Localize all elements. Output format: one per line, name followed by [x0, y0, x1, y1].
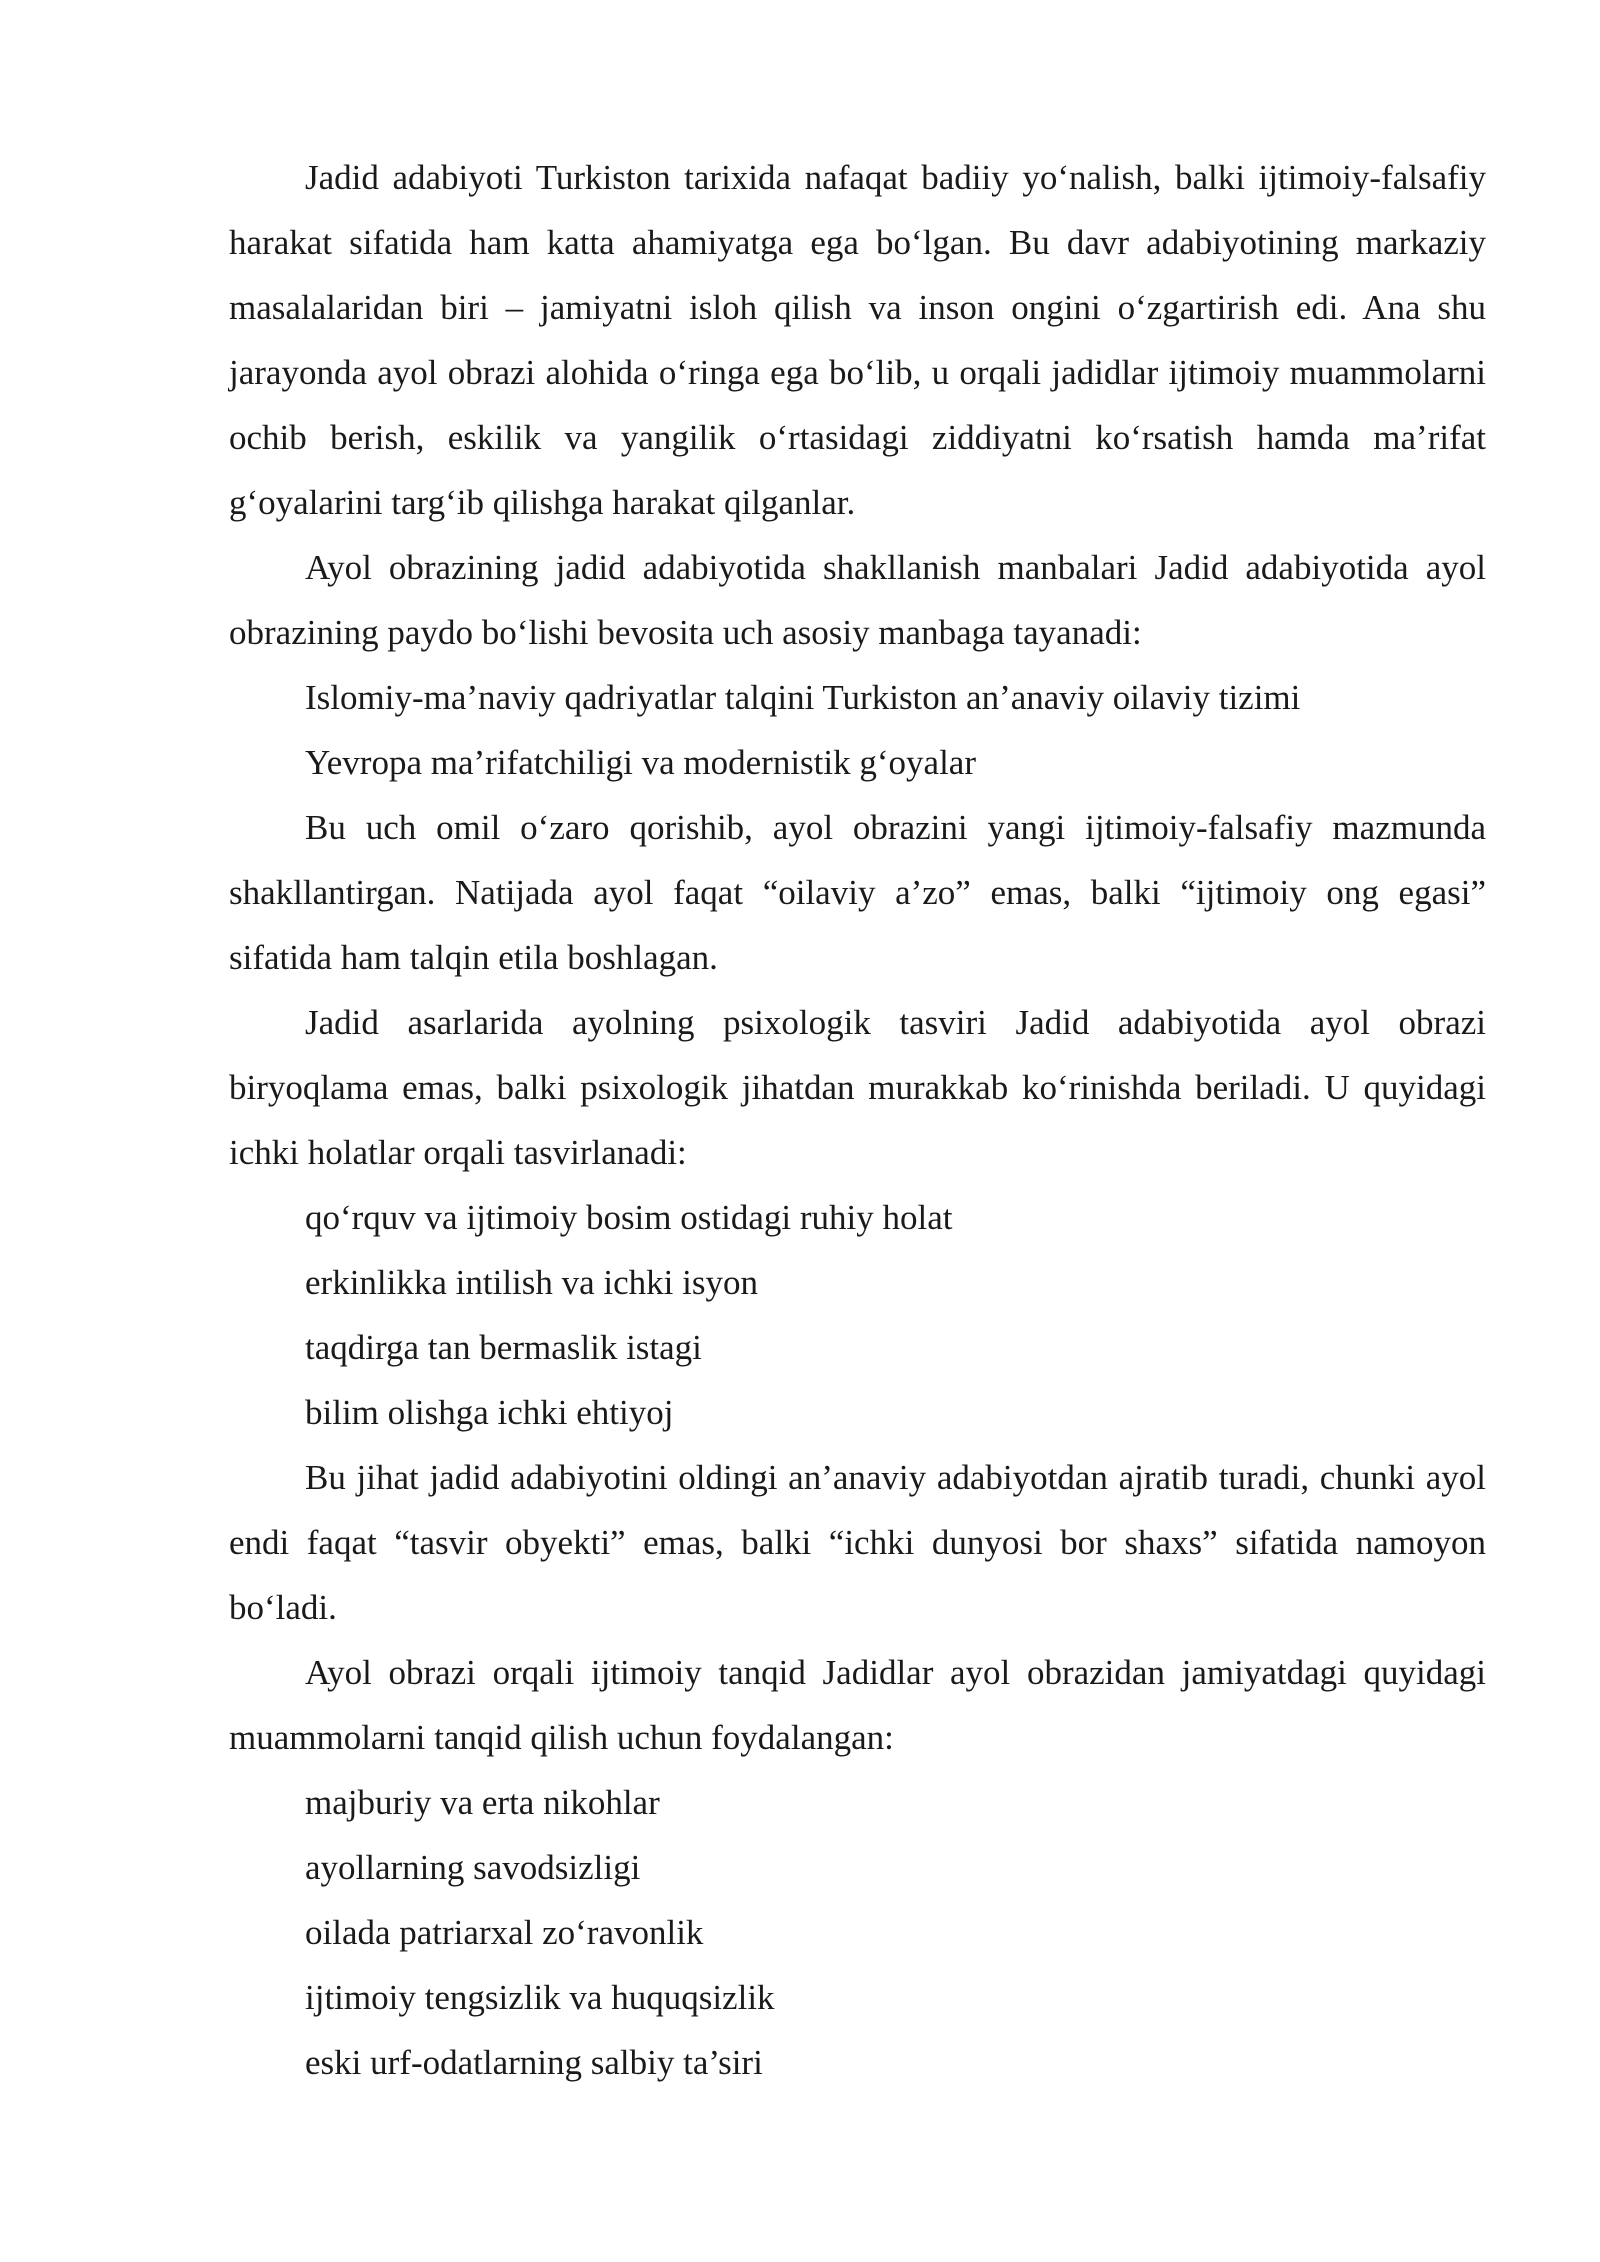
list-item: erkinlikka intilish va ichki isyon	[305, 1263, 759, 1302]
list-item: qo‘rquv va ijtimoiy bosim ostidagi ruhiy holat	[305, 1198, 953, 1237]
list-item: ayollarning savodsizligi	[305, 1848, 641, 1887]
list-item: Islomiy-ma’naviy qadriyatlar talqini Turkiston an’anaviy oilaviy tizimi	[305, 678, 1301, 717]
list-item: eski urf-odatlarning salbiy ta’siri	[305, 2043, 763, 2082]
list-item: Yevropa ma’rifatchiligi va modernistik g‘oyalar	[305, 743, 976, 782]
list-item: bilim olishga ichki ehtiyoj	[305, 1393, 674, 1432]
paragraph-distinction: Bu jihat jadid adabiyotini oldingi an’anaviy adabiyotdan ajratib turadi, chunki ayol endi faqat “tasvir obyekti” emas, balki “ichki dunyosi bor shaxs” sifatida namoyon bo‘ladi.	[229, 1458, 1486, 1627]
list-item: ijtimoiy tengsizlik va huquqsizlik	[305, 1978, 775, 2017]
list-item: taqdirga tan bermaslik istagi	[305, 1328, 702, 1367]
paragraph-synthesis: Bu uch omil o‘zaro qorishib, ayol obrazini yangi ijtimoiy-falsafiy mazmunda shakllantirgan. Natijada ayol faqat “oilaviy a’zo” emas, balki “ijtimoiy ong egasi” sifatida ham talqin etila boshlagan.	[229, 808, 1486, 977]
paragraph-critique: Ayol obrazi orqali ijtimoiy tanqid Jadidlar ayol obrazidan jamiyatdagi quyidagi muammolarni tanqid qilish uchun foydalangan:	[229, 1653, 1486, 1757]
paragraph-psychology: Jadid asarlarida ayolning psixologik tasviri Jadid adabiyotida ayol obrazi biryoqlama emas, balki psixologik jihatdan murakkab ko‘rinishda beriladi. U quyidagi ichki holatlar orqali tasvirlanadi:	[229, 1003, 1486, 1172]
paragraph-sources: Ayol obrazining jadid adabiyotida shakllanish manbalari Jadid adabiyotida ayol obrazining paydo bo‘lishi bevosita uch asosiy manbaga tayanadi:	[229, 548, 1486, 652]
list-item: oilada patriarxal zo‘ravonlik	[305, 1913, 704, 1952]
paragraph-intro: Jadid adabiyoti Turkiston tarixida nafaqat badiiy yo‘nalish, balki ijtimoiy-falsafiy harakat sifatida ham katta ahamiyatga ega bo‘lgan. Bu davr adabiyotining markaziy masalalaridan biri – jamiyatni isloh qilish va inson ongini o‘zgartirish edi. Ana shu jarayonda ayol obrazi alohida o‘ringa ega bo‘lib, u orqali jadidlar ijtimoiy muammolarni ochib berish, eskilik va yangilik o‘rtasidagi ziddiyatni ko‘rsatish hamda ma’rifat g‘oyalarini targ‘ib qilishga harakat qilganlar.	[229, 158, 1486, 522]
list-item: majburiy va erta nikohlar	[305, 1783, 660, 1822]
